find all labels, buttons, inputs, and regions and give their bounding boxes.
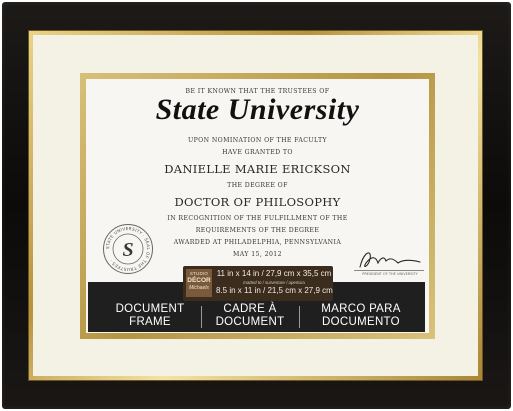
label-divider xyxy=(201,306,202,328)
label-divider xyxy=(299,306,300,328)
diploma-line-be-it-known: BE IT KNOWN THAT THE TRUSTEES OF xyxy=(185,88,330,95)
label-french-line-2: DOCUMENT xyxy=(215,316,285,328)
label-spanish-line-2: DOCUMENTO xyxy=(322,316,400,328)
label-english xyxy=(100,303,200,331)
seal-letter: S xyxy=(122,239,134,261)
diploma-line-recognition: IN RECOGNITION OF THE FULFILLMENT OF THE xyxy=(167,215,348,222)
brand-logo xyxy=(186,269,212,297)
signature-caption: PRESIDENT OF THE UNIVERSITY xyxy=(362,272,418,276)
diploma-institution: State University xyxy=(155,93,360,126)
size-frame-text: 11 in x 14 in / 27,9 cm x 35,5 cm xyxy=(216,269,332,278)
signature-line xyxy=(354,270,424,271)
label-spanish-line-1: MARCO PARA xyxy=(321,303,401,315)
diploma-line-requirements: REQUIREMENTS OF THE DEGREE xyxy=(195,227,320,234)
diploma-recipient: DANIELLE MARIE ERICKSON xyxy=(164,162,351,176)
diploma-date: MAY 15, 2012 xyxy=(233,251,282,258)
diploma-line-awarded: AWARDED AT PHILADELPHIA, PENNSYLVANIA xyxy=(173,239,342,246)
diploma-line-upon: UPON NOMINATION OF THE FACULTY xyxy=(188,137,327,144)
university-seal-icon xyxy=(102,223,154,275)
size-matted-text: 8.5 in x 11 in / 21,5 cm x 27,9 cm xyxy=(216,286,333,295)
signature-icon xyxy=(354,245,426,273)
label-french-line-1: CADRE À xyxy=(223,303,277,315)
size-matted-note: matted to / surverture / apertura xyxy=(243,280,305,285)
brand-line-3: Michaels xyxy=(189,285,209,291)
label-english-line-2: FRAME xyxy=(129,316,171,328)
label-english-line-1: DOCUMENT xyxy=(115,303,185,315)
brand-line-1: STUDIO xyxy=(189,271,209,276)
diploma-degree: DOCTOR OF PHILOSOPHY xyxy=(174,195,341,209)
label-spanish xyxy=(302,303,420,331)
brand-line-2: DÉCOR xyxy=(187,276,211,284)
label-french xyxy=(204,303,296,331)
seal-outer-text: STATE UNIVERSITY · SEAL OF THE TRUSTEES · xyxy=(104,225,152,273)
diploma-line-the-degree: THE DEGREE OF xyxy=(227,182,288,189)
diploma-line-have-granted: HAVE GRANTED TO xyxy=(222,149,293,156)
